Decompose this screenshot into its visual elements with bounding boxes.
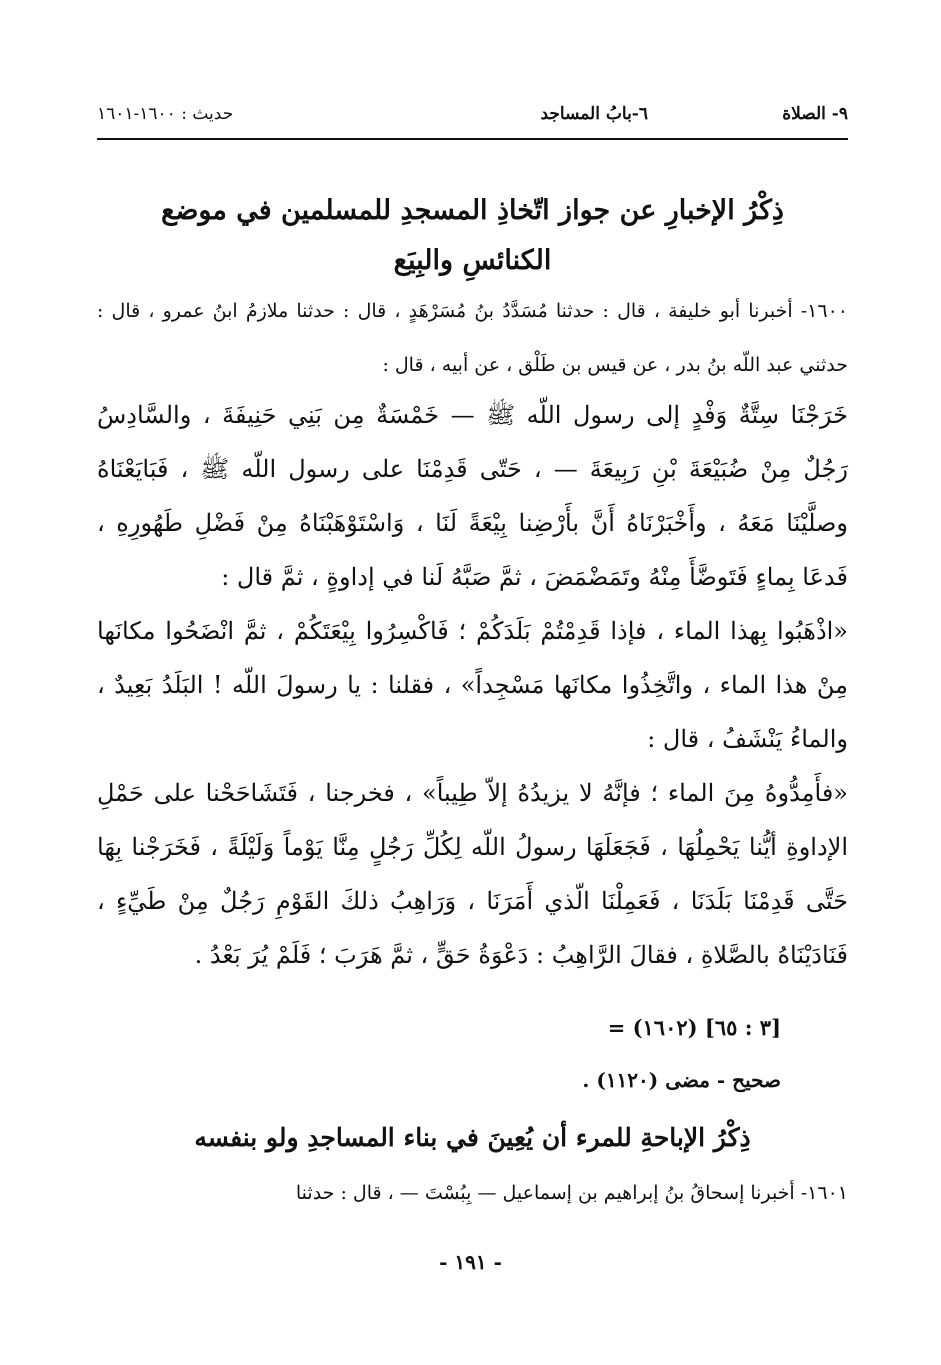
- hadith-1600-matn-paragraph: خَرَجْنَا سِتَّةٌ وَفْدٍ إلى رسول اللّه ﷺ — خَمْسَةٌ مِن بَنِي حَنِيفَةَ ، والسَّادِسُ رَجُلٌ مِنْ ضُبَيْعَةَ بْنِ رَبِيعَةَ — ، حَتّى قَدِمْنَا على رسول اللّه ﷺ ، فَبَايَعْنَاهُ وصلَّيْنَا مَعَهُ ، وأَخْبَرْنَاهُ أَنَّ بأَرْضِنا بِيْعَةً لَنَا ، وَاسْتَوْهَبْنَاهُ مِنْ فَضْلِ طَهُورِهِ ، فَدعَا بِماءٍ فَتَوضَّأَ مِنْهُ وتَمَضْمَضَ ، ثمَّ صَبَّهُ لَنا في إداوةٍ ، ثمَّ قال :: [97, 401, 848, 591]
- hadith-1600-isnad: ١٦٠٠- أخبرنا أبو خليفة ، قال : حدثنا مُسَدَّدُ بنُ مُسَرْهَدٍ ، قال : حدثنا ملازمُ ابنُ عمرو ، قال : حدثني عبد اللّه بنُ بدر ، عن قيس بن طَلْق ، عن أبيه ، قال :: [97, 300, 848, 376]
- hadith-1600-matn: [97, 388, 848, 982]
- section-title-1-line1: ذِكْرُ الإخبارِ عن جواز اتّخاذِ المسجدِ للمسلمين في موضع: [161, 195, 784, 226]
- hadith-1601-isnad: ١٦٠١- أخبرنا إسحاقُ بنُ إبراهيم بن إسماعيل — بِبُسْتَ — ، قال : حدثنا: [295, 1182, 848, 1204]
- header-rule: [97, 138, 848, 140]
- section-title-1: [97, 186, 848, 286]
- authenticity-grade: صحيح - مضى (١١٢٠) .: [582, 1068, 781, 1092]
- chapter-label: ٩- الصلاة: [782, 104, 848, 124]
- cross-reference: = (١٦٠٢) [٣ : ٦٥]: [607, 1015, 781, 1040]
- section-label: ٦-بابُ المساجد: [540, 104, 648, 124]
- section-title-1-line2: الكنائسِ والبِيَع: [393, 245, 552, 276]
- hadith-1600-matn-paragraph: «اذْهَبُوا بِهذا الماء ، فإذا قَدِمْتُمْ بَلَدَكُمْ ؛ فَاكْسِرُوا بِيْعَتَكُمْ ، ثمَّ انْضَحُوا مكانَها مِنْ هذا الماء ، واتَّخِذُوا مكانَها مَسْجِداً» ، فقلنا : يا رسولَ اللّه ! البَلَدُ بَعِيدٌ ، والماءُ يَنْشَفُ ، قال :: [97, 617, 848, 753]
- hadith-1600-matn-paragraph: «فأَمِدُّوهُ مِنَ الماء ؛ فإنَّهُ لا يزيدُهُ إلاّ طِيباً» ، فخرجنا ، فَتَشَاحَحْنا على حَمْلِ الإداوةِ أيُّنا يَحْمِلُهَا ، فَجَعَلَهَا رسولُ اللّه لِكُلِّ رَجُلٍ مِنَّا يَوْماً وَلَيْلَةً ، فَخَرَجْنا بِهَا حَتَّى قَدِمْنَا بَلَدَنَا ، فَعَمِلْنَا الّذي أَمَرَنَا ، وَرَاهِبُ ذلكَ القَوْمِ رَجُلٌ مِنْ طَيِّءٍ ، فَنَادَيْنَاهُ بالصَّلاةِ ، فقالَ الرَّاهِبُ : دَعْوَةُ حَقٍّ ، ثمَّ هَرَبَ ؛ فَلَمْ يُرَ بَعْدُ .: [97, 779, 848, 969]
- hadith-range-label: حديث : ١٦٠٠-١٦٠١: [97, 104, 234, 124]
- section-title-2: ذِكْرُ الإباحةِ للمرء أن يُعِينَ في بناء المساجدِ ولو بنفسه: [194, 1123, 751, 1152]
- page-number: - ١٩١ -: [439, 1250, 502, 1274]
- running-header: [97, 104, 848, 134]
